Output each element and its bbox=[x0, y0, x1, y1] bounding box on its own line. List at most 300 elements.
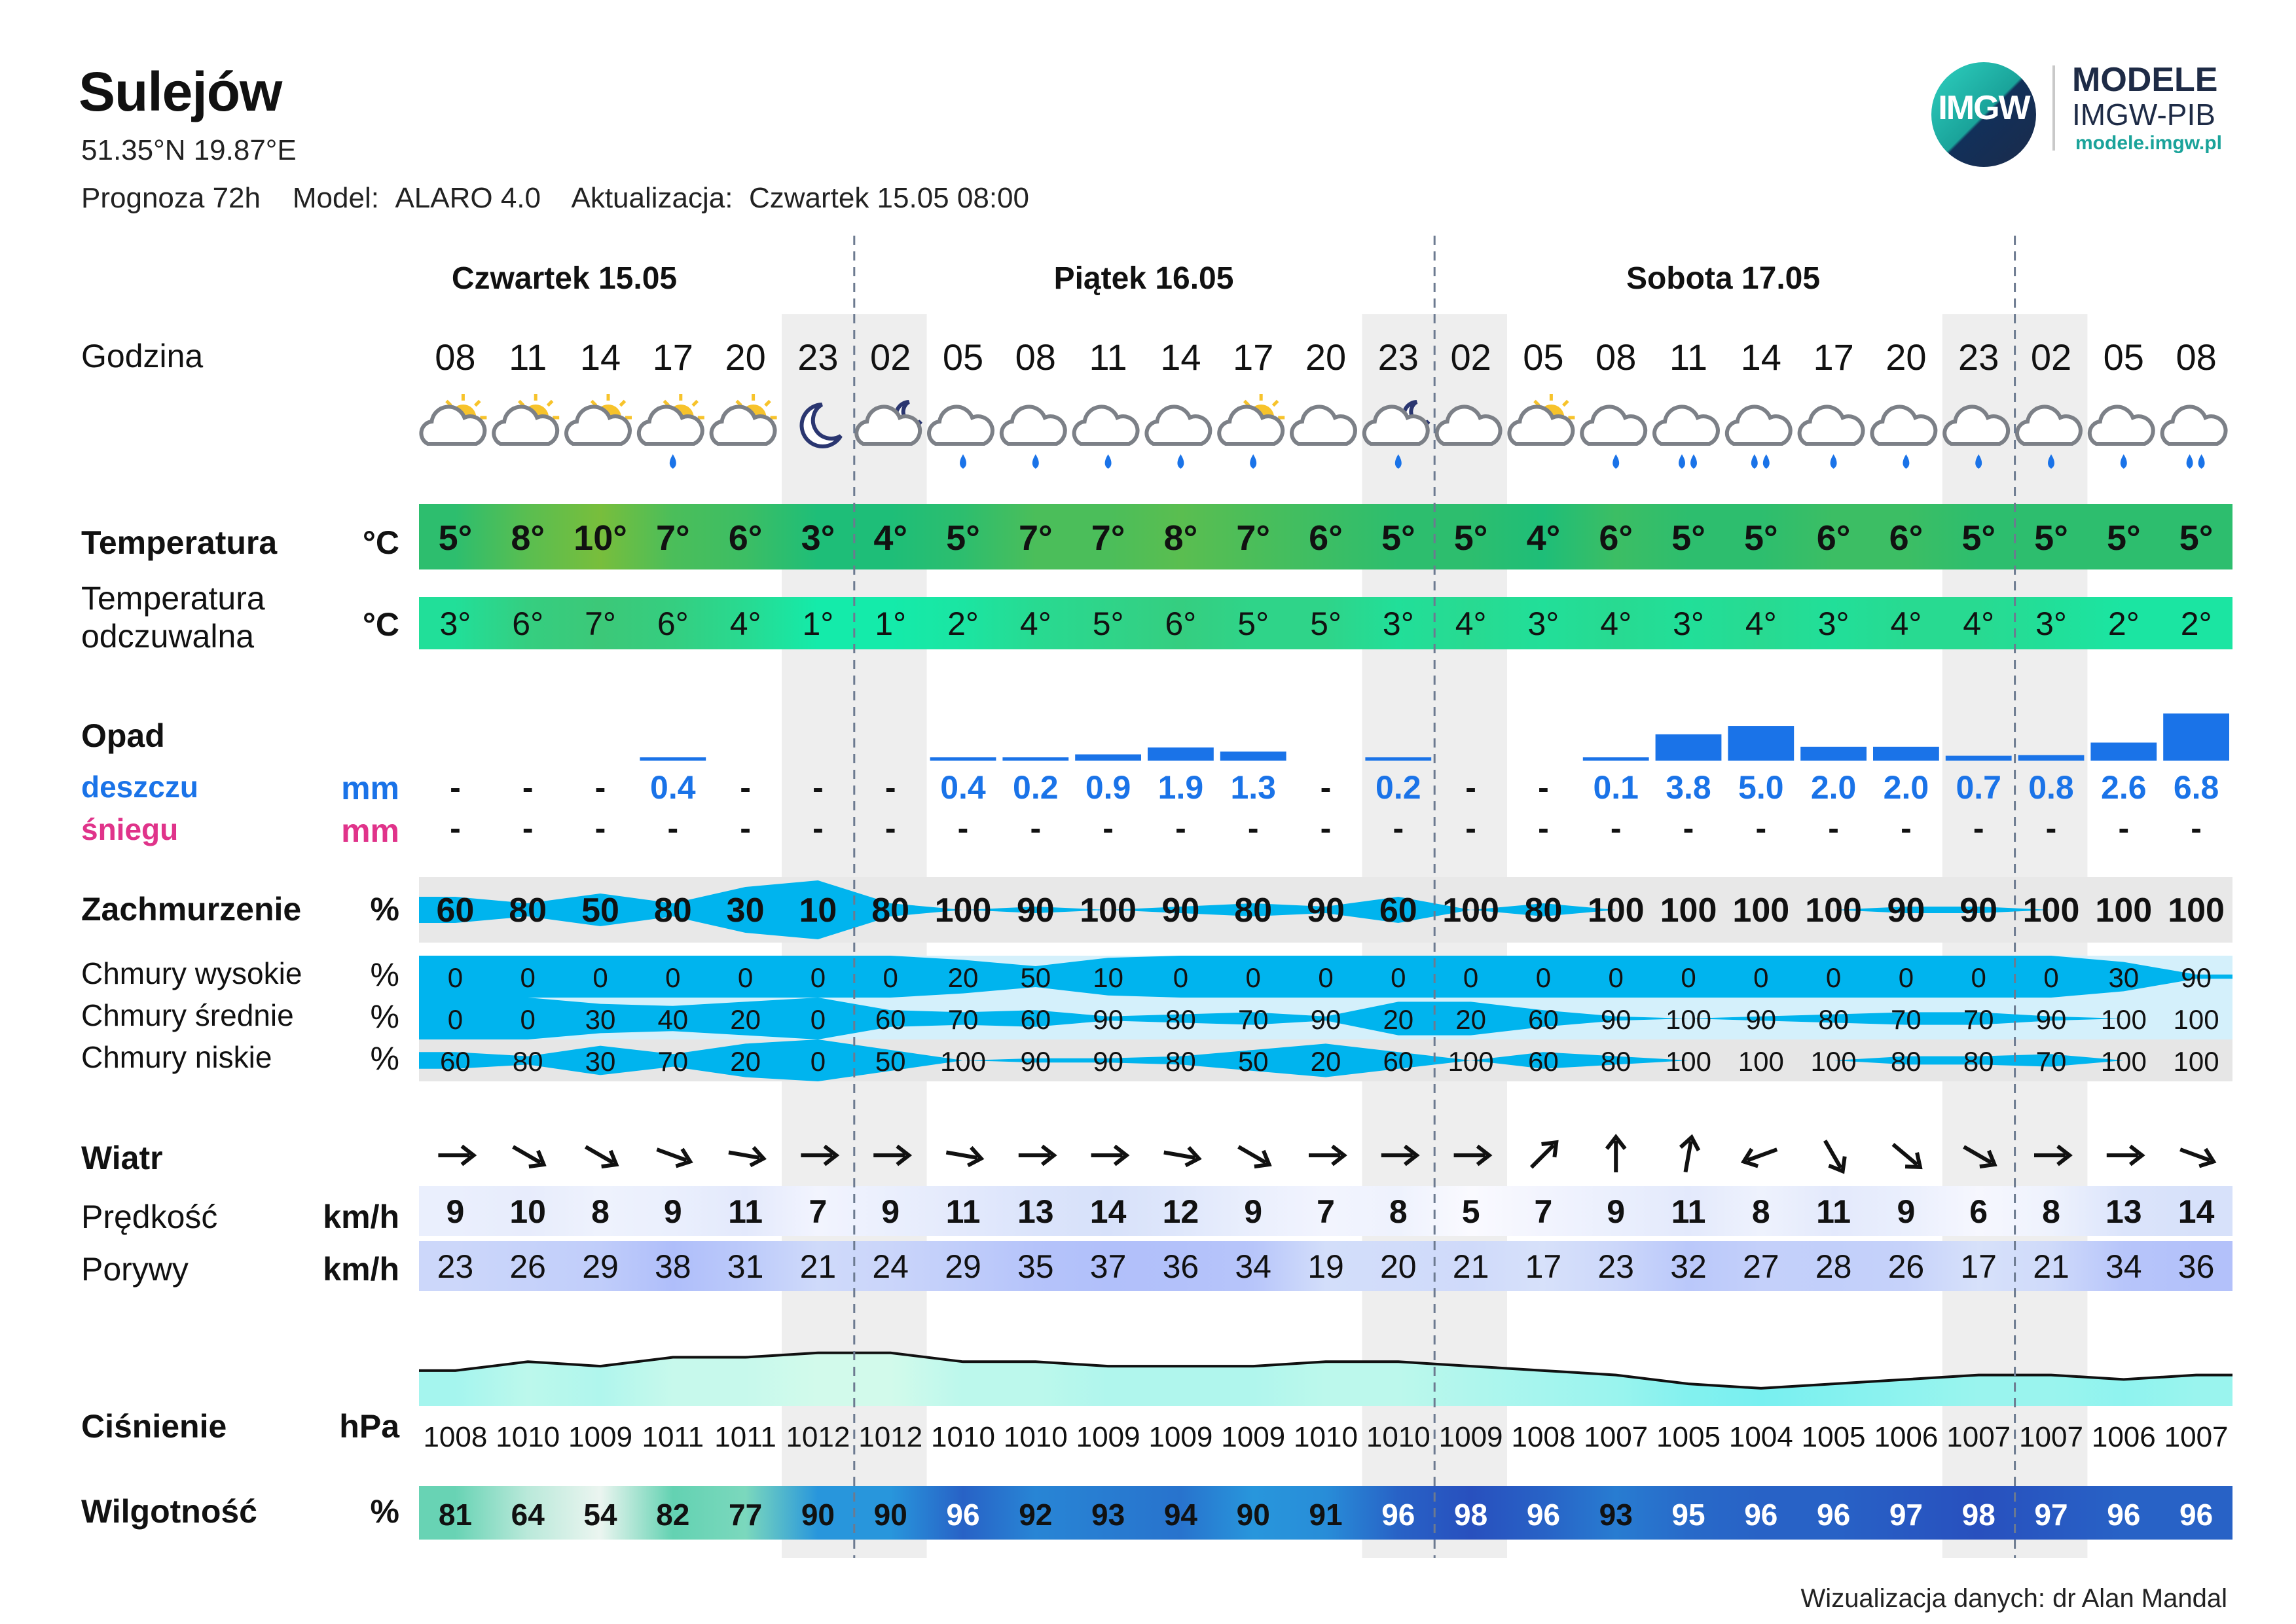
rain-value: 0.4 bbox=[650, 769, 696, 806]
snow-value: - bbox=[1901, 810, 1912, 846]
temperature-value: 6° bbox=[1309, 518, 1343, 558]
snow-value: - bbox=[1610, 810, 1622, 846]
day-label-1: Czwartek 15.05 bbox=[451, 261, 678, 296]
wind-arrow-icon bbox=[1677, 1136, 1701, 1174]
rain-value: - bbox=[812, 769, 824, 806]
wind-gust-value: 36 bbox=[1162, 1248, 1199, 1285]
cloud-rain-icon bbox=[1074, 406, 1138, 469]
cloud-layer-value: 0 bbox=[1753, 962, 1769, 993]
humidity-value: 64 bbox=[511, 1498, 545, 1532]
feels-like-value: 3° bbox=[439, 605, 471, 642]
cloud-layer-value: 60 bbox=[440, 1046, 471, 1077]
snow-value: - bbox=[1102, 810, 1114, 846]
cloud-layer-value: 0 bbox=[2043, 962, 2059, 993]
cloud-layer-value: 30 bbox=[2108, 962, 2140, 993]
wind-speed-value: 7 bbox=[1534, 1193, 1553, 1230]
rain-bar bbox=[1002, 757, 1068, 761]
pressure-value: 1006 bbox=[1874, 1421, 1939, 1453]
partly-cloudy-day-icon bbox=[494, 394, 559, 444]
wind-speed-value: 13 bbox=[2105, 1193, 2142, 1230]
wind-gust-value: 21 bbox=[799, 1248, 837, 1285]
cloud-rain-icon bbox=[1002, 406, 1065, 469]
temperature-value: 5° bbox=[1961, 518, 1996, 558]
cloud-rain-icon bbox=[1800, 406, 1863, 469]
mostly-sunny-icon bbox=[712, 394, 777, 444]
humidity-value: 96 bbox=[1526, 1498, 1560, 1532]
pressure-row-label: Ciśnienie bbox=[81, 1408, 227, 1445]
humidity-value: 91 bbox=[1309, 1498, 1343, 1532]
temperature-value: 5° bbox=[1381, 518, 1415, 558]
cloud-layer-value: 0 bbox=[1898, 962, 1914, 993]
rain-value: 1.9 bbox=[1157, 769, 1204, 806]
wind-row-label: Wiatr bbox=[81, 1140, 163, 1176]
feels-like-value: 4° bbox=[1963, 605, 1995, 642]
temperature-value: 6° bbox=[1599, 518, 1633, 558]
feels-like-value: 5° bbox=[1237, 605, 1269, 642]
cloud-heavy-rain-icon bbox=[1727, 406, 1791, 469]
wind-arrow-icon bbox=[654, 1141, 693, 1170]
pressure-value: 1008 bbox=[423, 1421, 488, 1453]
rain-value: - bbox=[450, 769, 461, 806]
cloud-total-value: 90 bbox=[1161, 892, 1200, 929]
rain-bar bbox=[1946, 756, 2012, 761]
humidity-value: 98 bbox=[1961, 1498, 1995, 1532]
snow-value: - bbox=[740, 810, 751, 846]
cloud-layer-value: 30 bbox=[585, 1004, 616, 1035]
humidity-value: 97 bbox=[2034, 1498, 2068, 1532]
wind-gust-unit: km/h bbox=[323, 1251, 399, 1288]
feels-like-value: 3° bbox=[2035, 605, 2067, 642]
snow-value: - bbox=[1320, 810, 1332, 846]
rain-row-label: deszczu bbox=[81, 770, 198, 804]
humidity-value: 81 bbox=[438, 1498, 472, 1532]
cloud-layer-value: 80 bbox=[1891, 1046, 1922, 1077]
cloud-total-value: 100 bbox=[1080, 892, 1137, 929]
humidity-value: 90 bbox=[1236, 1498, 1270, 1532]
cloud-layer-value: 0 bbox=[810, 1004, 826, 1035]
rain-value: 5.0 bbox=[1738, 769, 1784, 806]
hour-label: 14 bbox=[1740, 336, 1781, 378]
pressure-value: 1008 bbox=[1511, 1421, 1576, 1453]
wind-gust-label: Porywy bbox=[81, 1251, 189, 1288]
cloud-layer-value: 60 bbox=[1528, 1046, 1559, 1077]
pressure-value: 1007 bbox=[1584, 1421, 1649, 1453]
snow-value: - bbox=[1465, 810, 1476, 846]
pressure-value: 1005 bbox=[1801, 1421, 1866, 1453]
cloud-low-unit: % bbox=[370, 1040, 399, 1077]
wind-speed-value: 9 bbox=[1897, 1193, 1916, 1230]
cloud-unit: % bbox=[370, 891, 399, 928]
cloud-layer-value: 100 bbox=[2173, 1046, 2219, 1077]
feels-like-value: 4° bbox=[1600, 605, 1632, 642]
pressure-unit: hPa bbox=[339, 1408, 399, 1445]
hour-label: 14 bbox=[579, 336, 621, 378]
wind-speed-label: Prędkość bbox=[81, 1199, 218, 1235]
feels-like-value: 3° bbox=[1382, 605, 1414, 642]
cloud-row-label: Zachmurzenie bbox=[81, 891, 302, 928]
coordinates: 51.35°N 19.87°E bbox=[81, 134, 297, 166]
cloud-layer-value: 40 bbox=[657, 1004, 689, 1035]
temperature-value: 6° bbox=[728, 518, 763, 558]
cloudy-icon bbox=[1292, 406, 1355, 444]
cloud-layer-value: 0 bbox=[1681, 962, 1696, 993]
pressure-value: 1011 bbox=[642, 1421, 704, 1453]
cloud-layer-value: 30 bbox=[585, 1046, 616, 1077]
humidity-value: 92 bbox=[1019, 1498, 1053, 1532]
wind-speed-unit: km/h bbox=[323, 1199, 399, 1235]
wind-gust-value: 34 bbox=[1235, 1248, 1272, 1285]
feels-like-unit: °C bbox=[362, 606, 399, 643]
feels-like-value: 6° bbox=[1165, 605, 1197, 642]
hour-label: 02 bbox=[2030, 336, 2072, 378]
pressure-value: 1004 bbox=[1728, 1421, 1793, 1453]
snow-value: - bbox=[1973, 810, 1984, 846]
feels-like-label-line1: Temperatura bbox=[81, 580, 265, 617]
rain-value: 1.3 bbox=[1230, 769, 1276, 806]
humidity-value: 96 bbox=[1817, 1498, 1851, 1532]
humidity-value: 93 bbox=[1599, 1498, 1633, 1532]
snow-value: - bbox=[2118, 810, 2130, 846]
wind-arrow-icon bbox=[1887, 1138, 1925, 1174]
cloud-layer-value: 0 bbox=[737, 962, 754, 993]
cloud-layer-value: 20 bbox=[1383, 1004, 1414, 1035]
rain-bar bbox=[1075, 754, 1141, 761]
cloud-total-value: 80 bbox=[1234, 892, 1273, 929]
rain-value: 3.8 bbox=[1666, 769, 1711, 806]
rain-value: - bbox=[522, 769, 534, 806]
cloud-total-value: 100 bbox=[1587, 892, 1645, 929]
cloud-layer-value: 0 bbox=[665, 962, 681, 993]
snow-value: - bbox=[522, 810, 534, 846]
pressure-value: 1007 bbox=[1946, 1421, 2011, 1453]
temperature-value: 5° bbox=[946, 518, 980, 558]
hour-label: 05 bbox=[2103, 336, 2144, 378]
hour-label: 08 bbox=[2176, 336, 2217, 378]
cloud-layer-value: 80 bbox=[1165, 1004, 1196, 1035]
cloud-layer-value: 100 bbox=[2173, 1004, 2219, 1035]
temperature-value: 7° bbox=[1091, 518, 1125, 558]
wind-gust-value: 28 bbox=[1815, 1248, 1852, 1285]
snow-value: - bbox=[450, 810, 461, 846]
pressure-value: 1010 bbox=[496, 1421, 560, 1453]
cloud-rain-icon bbox=[2090, 406, 2153, 469]
hour-label: 02 bbox=[1450, 336, 1491, 378]
cloud-total-value: 100 bbox=[2168, 892, 2225, 929]
snow-value: - bbox=[2045, 810, 2057, 846]
humidity-value: 96 bbox=[2179, 1498, 2214, 1532]
humidity-value: 93 bbox=[1091, 1498, 1125, 1532]
feels-like-value: 2° bbox=[2180, 605, 2212, 642]
cloud-layer-value: 70 bbox=[657, 1046, 689, 1077]
cloud-layer-value: 80 bbox=[1963, 1046, 1994, 1077]
wind-gust-value: 23 bbox=[1597, 1248, 1635, 1285]
wind-arrow-icon bbox=[945, 1144, 983, 1168]
cloud-layer-value: 0 bbox=[1463, 962, 1479, 993]
cloud-rain-icon bbox=[1872, 406, 1935, 469]
cloud-total-value: 90 bbox=[1887, 892, 1925, 929]
cloud-rain-icon bbox=[929, 406, 993, 469]
wind-speed-value: 9 bbox=[1244, 1193, 1263, 1230]
snow-value: - bbox=[1247, 810, 1259, 846]
cloud-layer-value: 90 bbox=[1093, 1004, 1123, 1035]
cloud-total-value: 100 bbox=[1805, 892, 1862, 929]
wind-arrow-icon bbox=[1607, 1137, 1625, 1172]
cloud-layer-value: 100 bbox=[1738, 1046, 1784, 1077]
partly-cloudy-day-rain-icon bbox=[1219, 394, 1285, 469]
temperature-value: 5° bbox=[2106, 518, 2141, 558]
day-label-2: Piątek 16.05 bbox=[1053, 261, 1234, 296]
snow-value: - bbox=[1683, 810, 1694, 846]
feels-like-value: 3° bbox=[1527, 605, 1559, 642]
feels-like-value: 4° bbox=[1019, 605, 1051, 642]
wind-speed-value: 7 bbox=[809, 1193, 828, 1230]
logo-line1: MODELE bbox=[2072, 61, 2218, 99]
cloud-total-value: 100 bbox=[1660, 892, 1717, 929]
cloud-rain-icon bbox=[1146, 406, 1210, 469]
wind-speed-value: 11 bbox=[1816, 1193, 1851, 1230]
snow-value: - bbox=[1538, 810, 1549, 846]
temperature-value: 5° bbox=[2179, 518, 2214, 558]
cloud-layer-value: 60 bbox=[1383, 1046, 1414, 1077]
hour-label: 08 bbox=[1015, 336, 1056, 378]
rain-bar bbox=[1148, 748, 1214, 761]
wind-speed-value: 10 bbox=[509, 1193, 547, 1230]
cloud-high-label: Chmury wysokie bbox=[81, 956, 302, 990]
cloud-total-value: 10 bbox=[799, 892, 837, 929]
snow-value: - bbox=[2191, 810, 2202, 846]
hour-label: 11 bbox=[509, 336, 547, 378]
cloud-mid-label: Chmury średnie bbox=[81, 998, 294, 1032]
wind-arrow-icon bbox=[1234, 1139, 1274, 1172]
cloud-layer-value: 60 bbox=[875, 1004, 906, 1035]
rain-value: 0.4 bbox=[940, 769, 986, 806]
cloud-layer-value: 100 bbox=[1665, 1046, 1712, 1077]
pressure-value: 1009 bbox=[1221, 1421, 1286, 1453]
snow-value: - bbox=[1030, 810, 1042, 846]
rain-bar bbox=[2018, 755, 2085, 761]
cloud-layer-value: 70 bbox=[1963, 1004, 1994, 1035]
wind-gust-value: 26 bbox=[1887, 1248, 1925, 1285]
cloud-mid-unit: % bbox=[370, 998, 399, 1035]
partly-cloudy-day-rain-icon bbox=[639, 394, 704, 469]
cloud-layer-value: 50 bbox=[1237, 1046, 1269, 1077]
rain-value: 0.1 bbox=[1593, 769, 1639, 806]
precip-row-label: Opad bbox=[81, 717, 165, 754]
cloud-layer-value: 50 bbox=[875, 1046, 906, 1077]
pressure-value: 1010 bbox=[931, 1421, 995, 1453]
cloud-layer-value: 100 bbox=[2100, 1046, 2147, 1077]
pressure-value: 1009 bbox=[1438, 1421, 1503, 1453]
hour-label: 11 bbox=[1089, 336, 1127, 378]
cloud-total-value: 100 bbox=[2022, 892, 2080, 929]
wind-speed-value: 9 bbox=[663, 1193, 682, 1230]
pressure-value: 1006 bbox=[2091, 1421, 2156, 1453]
rain-value: - bbox=[1465, 769, 1476, 806]
cloud-layer-value: 0 bbox=[1173, 962, 1189, 993]
feels-like-value: 5° bbox=[1092, 605, 1124, 642]
wind-arrow-icon bbox=[1817, 1136, 1850, 1176]
feels-like-value: 4° bbox=[1890, 605, 1922, 642]
feels-like-value: 3° bbox=[1673, 605, 1704, 642]
pressure-value: 1010 bbox=[1003, 1421, 1068, 1453]
wind-speed-value: 9 bbox=[446, 1193, 465, 1230]
rain-bar bbox=[1583, 757, 1649, 761]
wind-speed-value: 8 bbox=[1389, 1193, 1408, 1230]
wind-arrow-icon bbox=[2177, 1141, 2216, 1170]
rain-bar bbox=[640, 757, 706, 761]
model-name: ALARO 4.0 bbox=[395, 182, 541, 214]
cloud-layer-value: 80 bbox=[1818, 1004, 1849, 1035]
wind-gust-value: 36 bbox=[2178, 1248, 2215, 1285]
humidity-value: 96 bbox=[946, 1498, 980, 1532]
humidity-value: 96 bbox=[1381, 1498, 1415, 1532]
hour-label: 20 bbox=[725, 336, 766, 378]
pressure-value: 1007 bbox=[2164, 1421, 2229, 1453]
humidity-value: 96 bbox=[1744, 1498, 1778, 1532]
temperature-value: 8° bbox=[511, 518, 545, 558]
cloud-total-value: 80 bbox=[1524, 892, 1563, 929]
snow-value: - bbox=[1175, 810, 1186, 846]
cloud-layer-value: 80 bbox=[512, 1046, 543, 1077]
cloud-layer-value: 0 bbox=[447, 1004, 464, 1035]
wind-speed-value: 8 bbox=[2042, 1193, 2060, 1230]
rain-value: 2.6 bbox=[2101, 769, 2147, 806]
hour-label: 17 bbox=[1233, 336, 1274, 378]
temperature-value: 5° bbox=[1453, 518, 1488, 558]
cloud-layer-value: 90 bbox=[1020, 1046, 1051, 1077]
logo-line2: IMGW-PIB bbox=[2072, 98, 2215, 132]
hour-label: 23 bbox=[1377, 336, 1419, 378]
cloud-total-value: 80 bbox=[871, 892, 910, 929]
wind-arrow-icon bbox=[1091, 1146, 1127, 1164]
cloud-layer-value: 0 bbox=[810, 1046, 826, 1077]
humidity-unit: % bbox=[370, 1493, 399, 1530]
update-label: Aktualizacja: bbox=[571, 182, 733, 214]
pressure-value: 1010 bbox=[1294, 1421, 1358, 1453]
pressure-value: 1007 bbox=[2019, 1421, 2083, 1453]
hour-label: 08 bbox=[435, 336, 476, 378]
cloud-layer-value: 70 bbox=[1891, 1004, 1922, 1035]
hour-label: 05 bbox=[942, 336, 984, 378]
cloud-layer-value: 0 bbox=[1608, 962, 1624, 993]
wind-gust-value: 29 bbox=[945, 1248, 981, 1285]
cloud-layer-value: 0 bbox=[1535, 962, 1552, 993]
pressure-value: 1011 bbox=[714, 1421, 776, 1453]
humidity-row-label: Wilgotność bbox=[81, 1493, 257, 1530]
cloud-layer-value: 0 bbox=[1971, 962, 1986, 993]
cloud-total-value: 80 bbox=[653, 892, 692, 929]
rain-value: 0.2 bbox=[1376, 769, 1421, 806]
wind-speed-value: 11 bbox=[945, 1193, 981, 1230]
temperature-value: 10° bbox=[574, 518, 627, 558]
wind-arrow-icon bbox=[1309, 1146, 1344, 1164]
feels-like-value: 6° bbox=[512, 605, 544, 642]
humidity-value: 94 bbox=[1163, 1498, 1197, 1532]
snow-value: - bbox=[1755, 810, 1767, 846]
hour-label: 11 bbox=[1669, 336, 1708, 378]
cloud-layer-value: 0 bbox=[883, 962, 898, 993]
snow-value: - bbox=[1393, 810, 1404, 846]
wind-speed-value: 14 bbox=[1089, 1193, 1127, 1230]
feels-like-value: 4° bbox=[729, 605, 761, 642]
wind-speed-value: 8 bbox=[1751, 1193, 1770, 1230]
cloud-layer-value: 0 bbox=[1391, 962, 1406, 993]
temperature-unit: °C bbox=[362, 524, 399, 561]
cloud-layer-value: 100 bbox=[1665, 1004, 1712, 1035]
wind-arrow-icon bbox=[509, 1139, 549, 1172]
cloud-layer-value: 80 bbox=[1165, 1046, 1196, 1077]
temperature-value: 5° bbox=[2034, 518, 2068, 558]
rain-bar bbox=[2090, 742, 2157, 761]
rain-value: 0.9 bbox=[1085, 769, 1131, 806]
logo-url[interactable]: modele.imgw.pl bbox=[2075, 132, 2222, 154]
wind-gust-value: 24 bbox=[872, 1248, 909, 1285]
pressure-value: 1005 bbox=[1656, 1421, 1721, 1453]
wind-speed-value: 12 bbox=[1162, 1193, 1199, 1230]
cloud-layer-value: 0 bbox=[1825, 962, 1842, 993]
rain-value: - bbox=[740, 769, 751, 806]
wind-speed-value: 9 bbox=[881, 1193, 900, 1230]
rain-value: 2.0 bbox=[1810, 769, 1857, 806]
rain-value: - bbox=[594, 769, 606, 806]
cloud-total-value: 30 bbox=[726, 892, 765, 929]
feels-like-value: 1° bbox=[802, 605, 834, 642]
temperature-value: 4° bbox=[873, 518, 908, 558]
update-time: Czwartek 15.05 08:00 bbox=[748, 182, 1029, 214]
rain-unit: mm bbox=[341, 770, 399, 806]
humidity-value: 96 bbox=[2107, 1498, 2141, 1532]
feels-like-value: 2° bbox=[947, 605, 979, 642]
rain-value: 0.8 bbox=[2028, 769, 2074, 806]
location-title: Sulejów bbox=[79, 61, 282, 122]
feels-like-value: 1° bbox=[875, 605, 907, 642]
wind-arrow-icon bbox=[2107, 1146, 2142, 1164]
hour-label: 02 bbox=[870, 336, 911, 378]
wind-gust-value: 19 bbox=[1307, 1248, 1344, 1285]
wind-speed-value: 14 bbox=[2178, 1193, 2215, 1230]
humidity-value: 90 bbox=[873, 1498, 907, 1532]
humidity-value: 54 bbox=[583, 1498, 617, 1532]
partly-cloudy-day-icon bbox=[421, 394, 486, 444]
forecast-range: Prognoza 72h bbox=[81, 182, 261, 214]
cloud-heavy-rain-icon bbox=[2162, 406, 2226, 469]
wind-gust-value: 23 bbox=[437, 1248, 474, 1285]
cloud-layer-value: 100 bbox=[1448, 1046, 1494, 1077]
cloud-total-value: 90 bbox=[1959, 892, 1998, 929]
cloud-total-value: 80 bbox=[509, 892, 547, 929]
feels-like-value: 2° bbox=[2107, 605, 2140, 642]
cloud-layer-value: 20 bbox=[947, 962, 979, 993]
wind-speed-value: 5 bbox=[1461, 1193, 1480, 1230]
temperature-value: 3° bbox=[801, 518, 835, 558]
cloud-layer-value: 60 bbox=[1020, 1004, 1051, 1035]
rain-bar bbox=[1728, 726, 1794, 761]
cloud-layer-value: 20 bbox=[1455, 1004, 1486, 1035]
rain-value: 0.2 bbox=[1013, 769, 1059, 806]
snow-value: - bbox=[957, 810, 969, 846]
feels-like-value: 7° bbox=[585, 605, 616, 642]
cloud-layer-value: 90 bbox=[1600, 1004, 1631, 1035]
temperature-row-label: Temperatura bbox=[81, 524, 278, 561]
cloud-layer-value: 90 bbox=[2035, 1004, 2067, 1035]
rain-value: 2.0 bbox=[1883, 769, 1929, 806]
rain-bar bbox=[930, 757, 996, 761]
wind-arrow-icon bbox=[1162, 1144, 1200, 1168]
rain-value: - bbox=[1538, 769, 1549, 806]
rain-bar bbox=[2163, 713, 2229, 761]
partly-cloudy-day-icon bbox=[566, 394, 632, 444]
cloud-layer-value: 90 bbox=[2181, 962, 2212, 993]
